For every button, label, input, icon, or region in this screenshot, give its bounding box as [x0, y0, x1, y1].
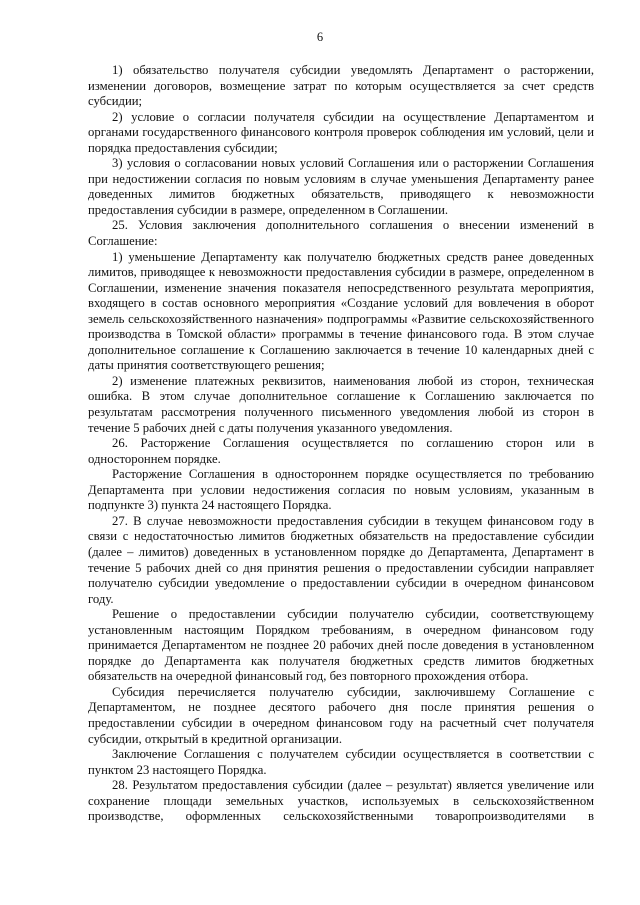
page-number: 6 [316, 30, 324, 44]
paragraph-27-decision: Решение о предоставлении субсидии получателю субсидии, соответствующему установленным настоящим Порядком требованиям, в очередном финансовом году принимается Департаментом не позднее 20 рабочих дней после доведения в установленном порядке до Департамента как получателя бюджетных средств лимитов бюджетных обязательств на очередной финансовый год, без повторного прохождения отбора. [88, 607, 594, 684]
paragraph-27: 27. В случае невозможности предоставления субсидии в текущем финансовом году в связи с недостаточностью лимитов бюджетных обязательств на предоставление субсидии (далее – лимитов) доведенных в установленном порядке до Департамента, Департамент в течение 5 рабочих дней со дня принятия решения о предоставлении субсидии направляет получателю субсидии уведомление о предоставлении субсидии в очередном финансовом году. [88, 513, 594, 606]
paragraph-28: 28. Результатом предоставления субсидии (далее – результат) является увеличение или сохранение площади земельных участков, используемых в сельскохозяйственном производстве, оформленных сельскохозяйственными товаропроизводителями в [88, 778, 594, 824]
paragraph-27-transfer: Субсидия перечисляется получателю субсидии, заключившему Соглашение с Департаментом, не позднее десятого рабочего дня после принятия решения о предоставлении субсидии в очередном финансовом году на расчетный счет получателя субсидии, открытый в кредитной организации. [88, 684, 594, 746]
paragraph-25-2: 2) изменение платежных реквизитов, наименования любой из сторон, техническая ошибка. В этом случае дополнительное соглашение к Соглашению заключается по результатам рассмотрения полученного письменного уведомления любой из сторон в течение 5 рабочих дней с даты получения указанного уведомления. [88, 373, 594, 435]
paragraph-24-1: 1) обязательство получателя субсидии уведомлять Департамент о расторжении, изменении договоров, возмещение затрат по которым осуществляется за счет средств субсидии; [88, 63, 594, 109]
document-body [88, 63, 594, 825]
paragraph-24-3: 3) условия о согласовании новых условий Соглашения или о расторжении Соглашения при недостижении согласия по новым условиям в случае уменьшения Департаменту ранее доведенных лимитов бюджетных обязательств, приводящего к невозможности предоставления субсидии в размере, определенном в Соглашении. [88, 156, 594, 217]
paragraph-24-2: 2) условие о согласии получателя субсидии на осуществление Департаментом и органами государственного финансового контроля проверок соблюдения им условий, цели и порядка предоставления субсидии; [88, 109, 594, 155]
paragraph-25: 25. Условия заключения дополнительного соглашения о внесении изменений в Соглашение: [88, 218, 594, 249]
paragraph-27-agreement: Заключение Соглашения с получателем субсидии осуществляется в соответствии с пунктом 23 настоящего Порядка. [88, 747, 594, 777]
paragraph-26-unilateral: Расторжение Соглашения в одностороннем порядке осуществляется по требованию Департамента при условии недостижения согласия по новым условиям, указанным в подпункте 3) пункта 24 настоящего Порядка. [88, 467, 594, 513]
paragraph-26: 26. Расторжение Соглашения осуществляется по соглашению сторон или в одностороннем порядке. [88, 436, 594, 466]
paragraph-25-1: 1) уменьшение Департаменту как получателю бюджетных средств ранее доведенных лимитов, приводящее к невозможности предоставления субсидии в размере, определенном в Соглашении, изменение значения показателя непосредственного результата мероприятия, входящего в состав основного мероприятия «Создание условий для вовлечения в оборот земель сельскохозяйственного назначения» подпрограммы «Развитие сельскохозяйственного производства в Томской области» программы в течение финансового года. В этом случае дополнительное соглашение к Соглашению заключается в течение 10 календарных дней с даты принятия соответствующего решения; [88, 249, 594, 373]
